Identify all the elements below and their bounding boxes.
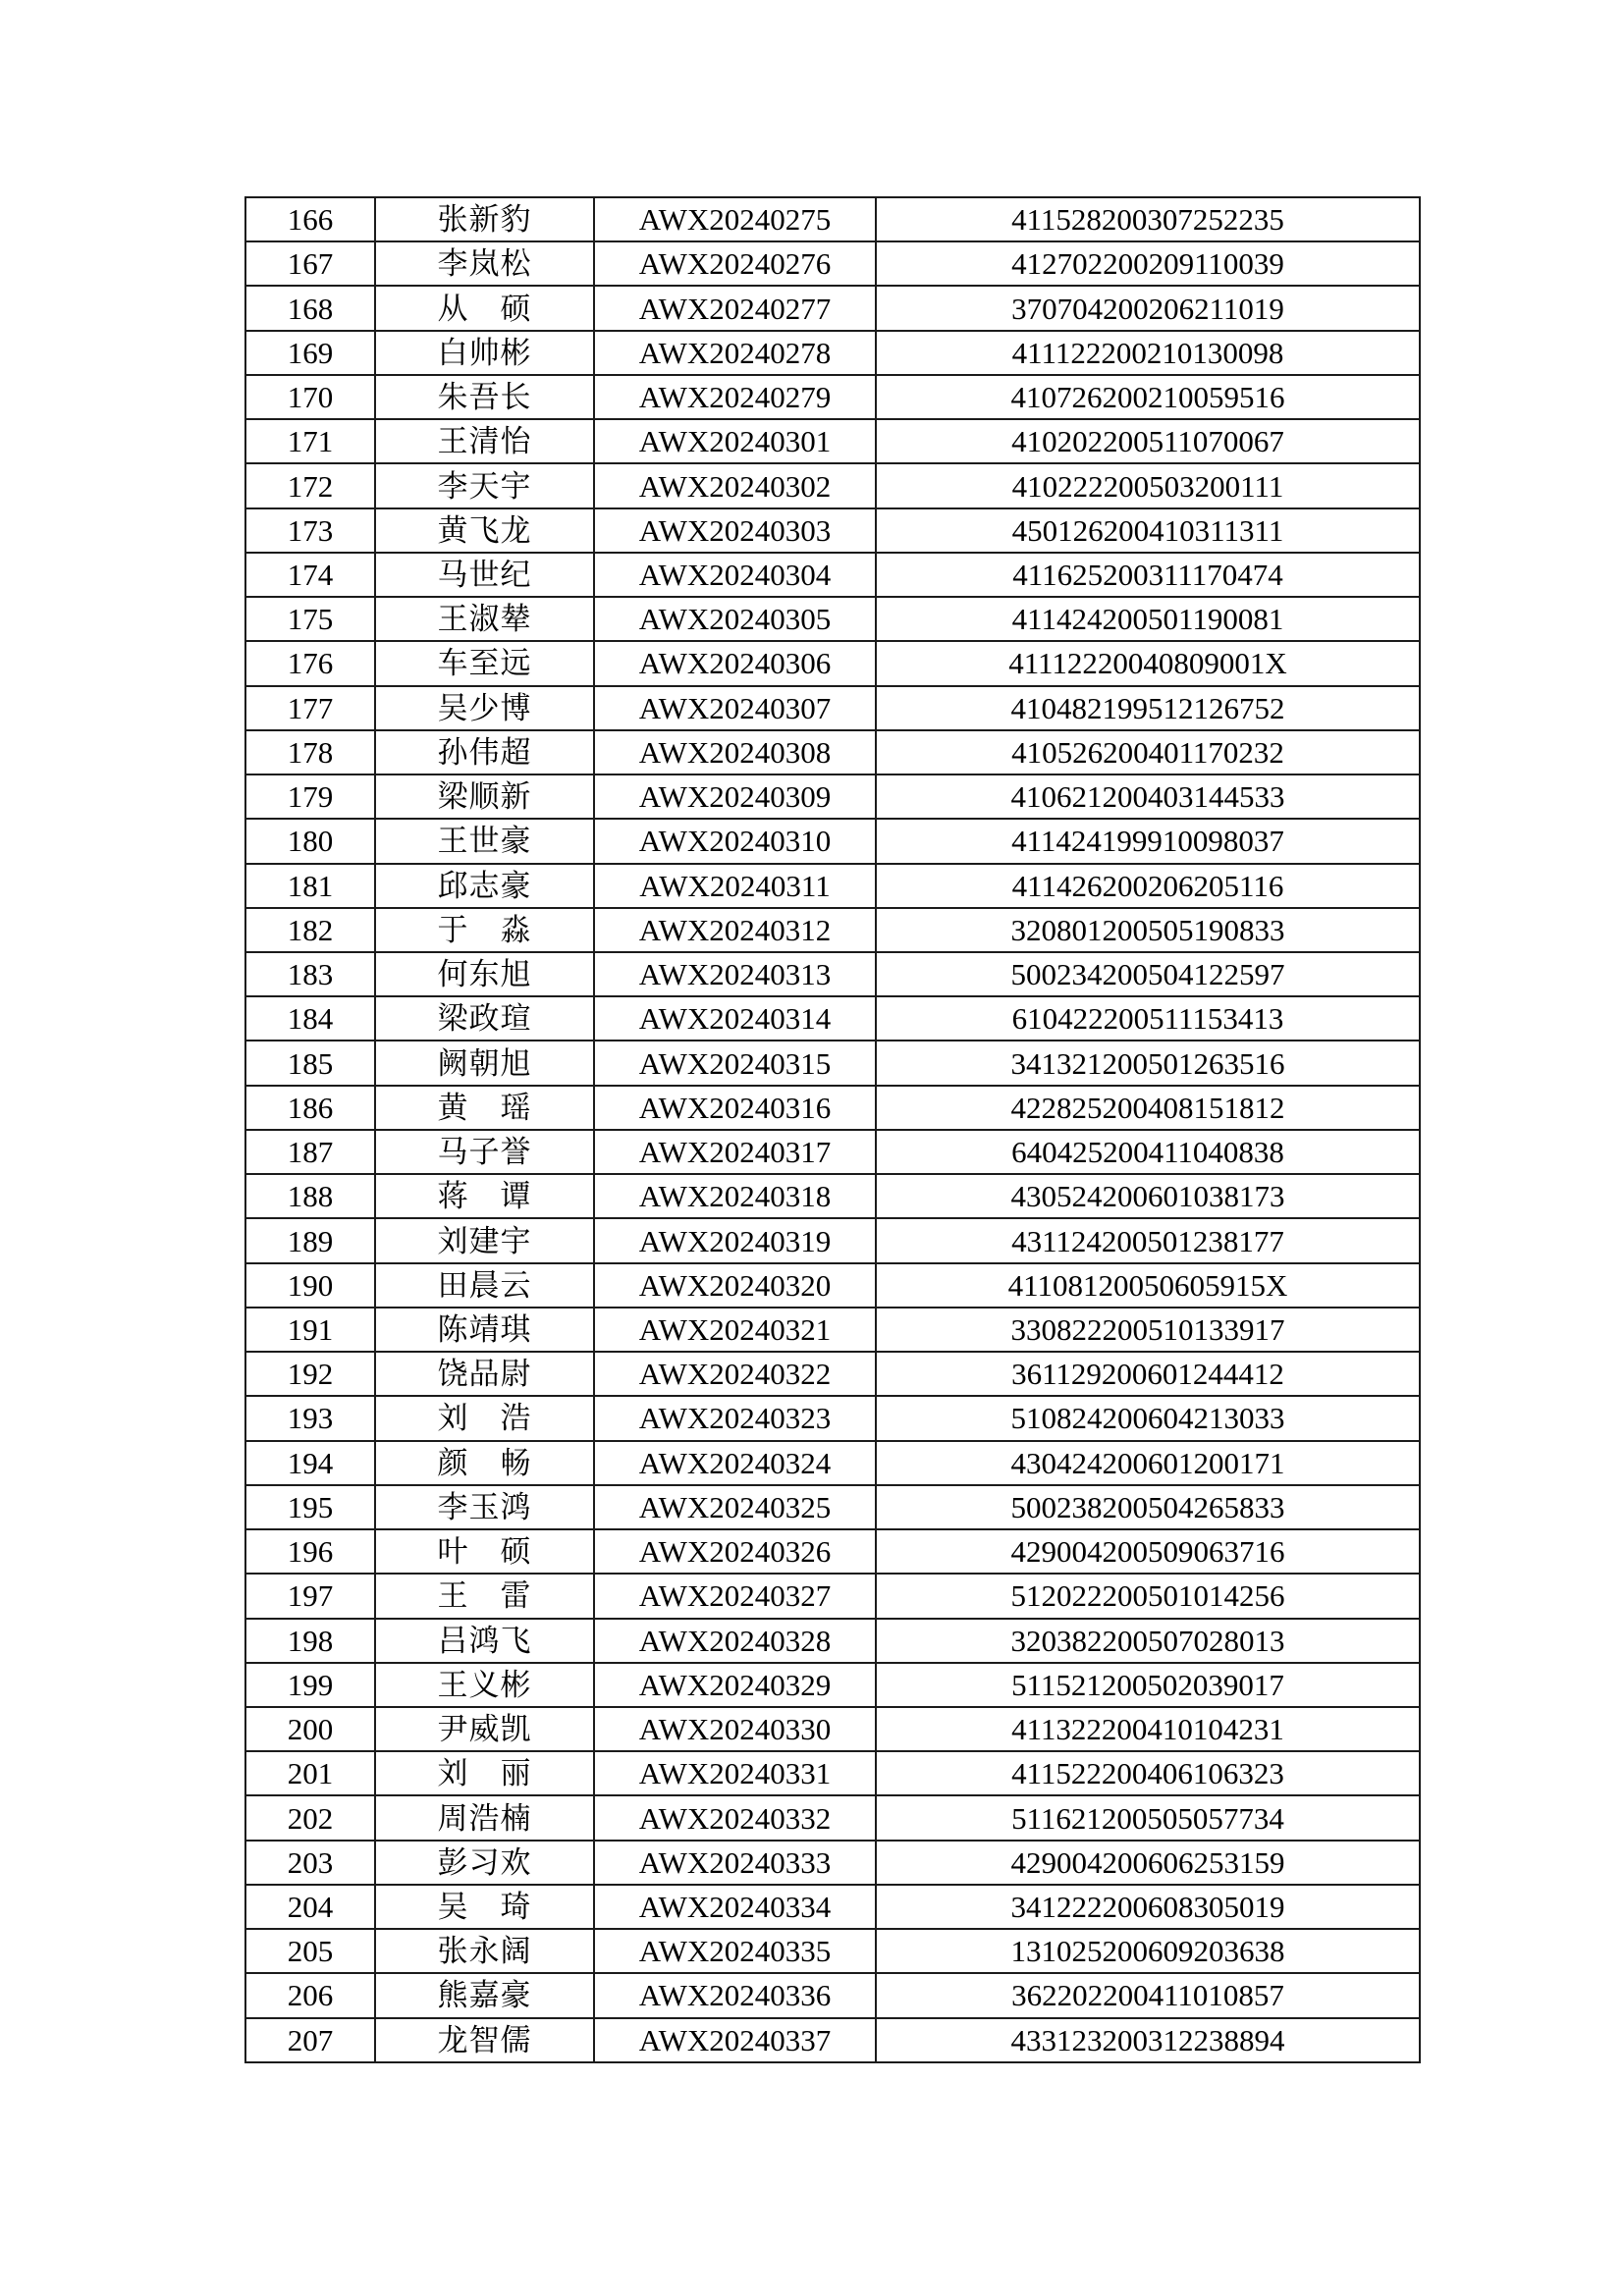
exam-code-cell: AWX20240276	[594, 241, 876, 286]
row-number-cell: 180	[245, 819, 375, 863]
id-number-cell: 433123200312238894	[876, 2018, 1420, 2062]
table-row	[245, 1485, 1420, 1529]
name-cell: 熊嘉豪	[375, 1973, 594, 2017]
exam-code-cell: AWX20240307	[594, 686, 876, 730]
id-number-cell: 500238200504265833	[876, 1485, 1420, 1529]
exam-code-cell: AWX20240320	[594, 1263, 876, 1308]
row-number-cell: 190	[245, 1263, 375, 1308]
exam-code-cell: AWX20240327	[594, 1574, 876, 1618]
exam-code-cell: AWX20240328	[594, 1619, 876, 1663]
name-cell: 刘 丽	[375, 1751, 594, 1795]
table-row	[245, 1263, 1420, 1308]
id-number-cell: 411426200206205116	[876, 864, 1420, 908]
exam-code-cell: AWX20240333	[594, 1841, 876, 1885]
row-number-cell: 206	[245, 1973, 375, 2017]
id-number-cell: 341321200501263516	[876, 1041, 1420, 1085]
name-cell: 周浩楠	[375, 1795, 594, 1840]
id-number-cell: 429004200606253159	[876, 1841, 1420, 1885]
id-number-cell: 430424200601200171	[876, 1441, 1420, 1485]
row-number-cell: 204	[245, 1885, 375, 1929]
name-cell: 蒋 谭	[375, 1174, 594, 1218]
id-number-cell: 610422200511153413	[876, 996, 1420, 1041]
id-number-cell: 512022200501014256	[876, 1574, 1420, 1618]
name-cell: 陈靖琪	[375, 1308, 594, 1352]
table-row	[245, 508, 1420, 553]
id-number-cell: 411424199910098037	[876, 819, 1420, 863]
id-number-cell: 412702200209110039	[876, 241, 1420, 286]
exam-code-cell: AWX20240301	[594, 419, 876, 463]
name-cell: 黄 瑶	[375, 1086, 594, 1130]
exam-code-cell: AWX20240337	[594, 2018, 876, 2062]
table-row	[245, 1707, 1420, 1751]
exam-code-cell: AWX20240326	[594, 1529, 876, 1574]
table-row	[245, 908, 1420, 952]
exam-code-cell: AWX20240318	[594, 1174, 876, 1218]
row-number-cell: 203	[245, 1841, 375, 1885]
id-number-cell: 370704200206211019	[876, 286, 1420, 330]
exam-code-cell: AWX20240325	[594, 1485, 876, 1529]
row-number-cell: 183	[245, 952, 375, 996]
id-number-cell: 450126200410311311	[876, 508, 1420, 553]
exam-code-cell: AWX20240310	[594, 819, 876, 863]
name-cell: 马子誉	[375, 1130, 594, 1174]
exam-code-cell: AWX20240319	[594, 1218, 876, 1262]
row-number-cell: 175	[245, 597, 375, 641]
exam-code-cell: AWX20240330	[594, 1707, 876, 1751]
exam-code-cell: AWX20240315	[594, 1041, 876, 1085]
name-cell: 邱志豪	[375, 864, 594, 908]
exam-code-cell: AWX20240304	[594, 553, 876, 597]
exam-code-cell: AWX20240312	[594, 908, 876, 952]
id-number-cell: 410526200401170232	[876, 730, 1420, 774]
name-cell: 黄飞龙	[375, 508, 594, 553]
table-row	[245, 641, 1420, 685]
table-row	[245, 1885, 1420, 1929]
exam-code-cell: AWX20240279	[594, 375, 876, 419]
name-cell: 龙智儒	[375, 2018, 594, 2062]
name-cell: 李玉鸿	[375, 1485, 594, 1529]
id-number-cell: 410621200403144533	[876, 774, 1420, 819]
row-number-cell: 191	[245, 1308, 375, 1352]
table-row	[245, 286, 1420, 330]
table-row	[245, 1574, 1420, 1618]
exam-code-cell: AWX20240308	[594, 730, 876, 774]
table-row	[245, 819, 1420, 863]
id-number-cell: 429004200509063716	[876, 1529, 1420, 1574]
id-number-cell: 41112220040809001X	[876, 641, 1420, 685]
table-row	[245, 1529, 1420, 1574]
row-number-cell: 168	[245, 286, 375, 330]
name-cell: 白帅彬	[375, 331, 594, 375]
id-number-cell: 341222200608305019	[876, 1885, 1420, 1929]
table-row	[245, 463, 1420, 507]
row-number-cell: 200	[245, 1707, 375, 1751]
name-cell: 彭习欢	[375, 1841, 594, 1885]
exam-code-cell: AWX20240329	[594, 1663, 876, 1707]
exam-code-cell: AWX20240322	[594, 1352, 876, 1396]
name-cell: 李天宇	[375, 463, 594, 507]
row-number-cell: 189	[245, 1218, 375, 1262]
table-row	[245, 686, 1420, 730]
row-number-cell: 196	[245, 1529, 375, 1574]
table-row	[245, 197, 1420, 241]
id-number-cell: 411522200406106323	[876, 1751, 1420, 1795]
id-number-cell: 411625200311170474	[876, 553, 1420, 597]
exam-code-cell: AWX20240313	[594, 952, 876, 996]
table-row	[245, 1619, 1420, 1663]
row-number-cell: 192	[245, 1352, 375, 1396]
exam-code-cell: AWX20240314	[594, 996, 876, 1041]
row-number-cell: 185	[245, 1041, 375, 1085]
name-cell: 王淑辇	[375, 597, 594, 641]
id-number-cell: 410222200503200111	[876, 463, 1420, 507]
table-row	[245, 375, 1420, 419]
row-number-cell: 197	[245, 1574, 375, 1618]
name-cell: 王义彬	[375, 1663, 594, 1707]
exam-code-cell: AWX20240277	[594, 286, 876, 330]
row-number-cell: 186	[245, 1086, 375, 1130]
table-row	[245, 1663, 1420, 1707]
name-cell: 王世豪	[375, 819, 594, 863]
table-row	[245, 1441, 1420, 1485]
name-cell: 吕鸿飞	[375, 1619, 594, 1663]
exam-code-cell: AWX20240309	[594, 774, 876, 819]
id-number-cell: 640425200411040838	[876, 1130, 1420, 1174]
exam-code-cell: AWX20240331	[594, 1751, 876, 1795]
row-number-cell: 207	[245, 2018, 375, 2062]
name-cell: 刘 浩	[375, 1396, 594, 1440]
row-number-cell: 178	[245, 730, 375, 774]
row-number-cell: 184	[245, 996, 375, 1041]
table-row	[245, 864, 1420, 908]
table-row	[245, 774, 1420, 819]
row-number-cell: 176	[245, 641, 375, 685]
table-row	[245, 1751, 1420, 1795]
name-cell: 颜 畅	[375, 1441, 594, 1485]
table-row	[245, 1086, 1420, 1130]
row-number-cell: 182	[245, 908, 375, 952]
exam-code-cell: AWX20240311	[594, 864, 876, 908]
table-row	[245, 331, 1420, 375]
table-row	[245, 1396, 1420, 1440]
row-number-cell: 187	[245, 1130, 375, 1174]
row-number-cell: 199	[245, 1663, 375, 1707]
row-number-cell: 171	[245, 419, 375, 463]
id-number-cell: 361129200601244412	[876, 1352, 1420, 1396]
id-number-cell: 411322200410104231	[876, 1707, 1420, 1751]
row-number-cell: 172	[245, 463, 375, 507]
row-number-cell: 195	[245, 1485, 375, 1529]
name-cell: 从 硕	[375, 286, 594, 330]
row-number-cell: 193	[245, 1396, 375, 1440]
exam-code-cell: AWX20240303	[594, 508, 876, 553]
name-cell: 梁政瑄	[375, 996, 594, 1041]
row-number-cell: 166	[245, 197, 375, 241]
exam-code-cell: AWX20240302	[594, 463, 876, 507]
id-number-cell: 320382200507028013	[876, 1619, 1420, 1663]
id-number-cell: 430524200601038173	[876, 1174, 1420, 1218]
name-cell: 车至远	[375, 641, 594, 685]
row-number-cell: 194	[245, 1441, 375, 1485]
row-number-cell: 174	[245, 553, 375, 597]
name-cell: 阙朝旭	[375, 1041, 594, 1085]
exam-code-cell: AWX20240336	[594, 1973, 876, 2017]
name-cell: 吴少博	[375, 686, 594, 730]
name-cell: 张永阔	[375, 1929, 594, 1973]
exam-code-cell: AWX20240316	[594, 1086, 876, 1130]
exam-code-cell: AWX20240332	[594, 1795, 876, 1840]
table-row	[245, 1174, 1420, 1218]
table-row	[245, 419, 1420, 463]
table-row	[245, 1841, 1420, 1885]
row-number-cell: 181	[245, 864, 375, 908]
table-row	[245, 996, 1420, 1041]
exam-code-cell: AWX20240335	[594, 1929, 876, 1973]
id-number-cell: 411528200307252235	[876, 197, 1420, 241]
table-row	[245, 1973, 1420, 2017]
row-number-cell: 205	[245, 1929, 375, 1973]
id-number-cell: 511621200505057734	[876, 1795, 1420, 1840]
row-number-cell: 173	[245, 508, 375, 553]
name-cell: 孙伟超	[375, 730, 594, 774]
exam-code-cell: AWX20240321	[594, 1308, 876, 1352]
name-cell: 朱吾长	[375, 375, 594, 419]
name-cell: 马世纪	[375, 553, 594, 597]
row-number-cell: 177	[245, 686, 375, 730]
row-number-cell: 201	[245, 1751, 375, 1795]
table-row	[245, 2018, 1420, 2062]
row-number-cell: 170	[245, 375, 375, 419]
name-cell: 尹威凯	[375, 1707, 594, 1751]
table-row	[245, 1795, 1420, 1840]
name-cell: 何东旭	[375, 952, 594, 996]
id-number-cell: 410202200511070067	[876, 419, 1420, 463]
table-row	[245, 952, 1420, 996]
id-number-cell: 411424200501190081	[876, 597, 1420, 641]
table-row	[245, 1130, 1420, 1174]
roster-table	[244, 196, 1421, 2063]
exam-code-cell: AWX20240275	[594, 197, 876, 241]
row-number-cell: 202	[245, 1795, 375, 1840]
id-number-cell: 422825200408151812	[876, 1086, 1420, 1130]
table-row	[245, 1308, 1420, 1352]
exam-code-cell: AWX20240306	[594, 641, 876, 685]
exam-code-cell: AWX20240278	[594, 331, 876, 375]
row-number-cell: 179	[245, 774, 375, 819]
table-row	[245, 553, 1420, 597]
table-row	[245, 1041, 1420, 1085]
row-number-cell: 188	[245, 1174, 375, 1218]
name-cell: 王 雷	[375, 1574, 594, 1618]
name-cell: 吴 琦	[375, 1885, 594, 1929]
exam-code-cell: AWX20240323	[594, 1396, 876, 1440]
name-cell: 饶品尉	[375, 1352, 594, 1396]
roster-table-body	[245, 197, 1420, 2062]
exam-code-cell: AWX20240305	[594, 597, 876, 641]
id-number-cell: 511521200502039017	[876, 1663, 1420, 1707]
table-row	[245, 241, 1420, 286]
name-cell: 张新豹	[375, 197, 594, 241]
name-cell: 梁顺新	[375, 774, 594, 819]
exam-code-cell: AWX20240324	[594, 1441, 876, 1485]
name-cell: 叶 硕	[375, 1529, 594, 1574]
name-cell: 刘建宇	[375, 1218, 594, 1262]
row-number-cell: 198	[245, 1619, 375, 1663]
table-row	[245, 1218, 1420, 1262]
id-number-cell: 510824200604213033	[876, 1396, 1420, 1440]
exam-code-cell: AWX20240317	[594, 1130, 876, 1174]
name-cell: 王清怡	[375, 419, 594, 463]
name-cell: 田晨云	[375, 1263, 594, 1308]
id-number-cell: 330822200510133917	[876, 1308, 1420, 1352]
id-number-cell: 410482199512126752	[876, 686, 1420, 730]
id-number-cell: 362202200411010857	[876, 1973, 1420, 2017]
id-number-cell: 410726200210059516	[876, 375, 1420, 419]
id-number-cell: 500234200504122597	[876, 952, 1420, 996]
id-number-cell: 431124200501238177	[876, 1218, 1420, 1262]
name-cell: 李岚松	[375, 241, 594, 286]
table-row	[245, 597, 1420, 641]
row-number-cell: 167	[245, 241, 375, 286]
table-row	[245, 1929, 1420, 1973]
table-row	[245, 1352, 1420, 1396]
id-number-cell: 411122200210130098	[876, 331, 1420, 375]
row-number-cell: 169	[245, 331, 375, 375]
id-number-cell: 131025200609203638	[876, 1929, 1420, 1973]
exam-code-cell: AWX20240334	[594, 1885, 876, 1929]
name-cell: 于 淼	[375, 908, 594, 952]
table-row	[245, 730, 1420, 774]
id-number-cell: 320801200505190833	[876, 908, 1420, 952]
id-number-cell: 41108120050605915X	[876, 1263, 1420, 1308]
